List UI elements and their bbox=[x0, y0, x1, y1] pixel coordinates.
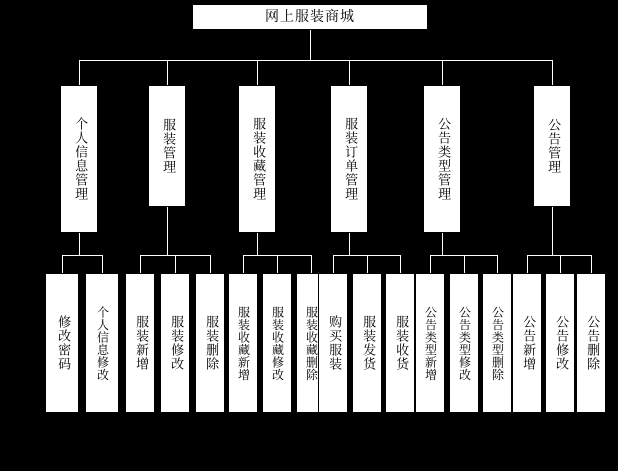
level2-drop bbox=[527, 255, 528, 273]
level2-node-6[interactable]: 服装收藏修改 bbox=[262, 273, 292, 413]
level1-node-1[interactable]: 服装管理 bbox=[148, 85, 186, 207]
level2-drop bbox=[175, 255, 176, 273]
level2-drop bbox=[311, 255, 312, 273]
level2-node-0[interactable]: 修改密码 bbox=[45, 273, 79, 413]
level2-drop bbox=[210, 255, 211, 273]
root-stem bbox=[310, 30, 311, 60]
level1-stem-0 bbox=[79, 233, 80, 255]
level2-node-11[interactable]: 公告类型新增 bbox=[415, 273, 445, 413]
level2-node-14[interactable]: 公告新增 bbox=[512, 273, 542, 413]
level1-node-0[interactable]: 个人信息管理 bbox=[60, 85, 98, 233]
level2-drop bbox=[497, 255, 498, 273]
level1-drop bbox=[79, 60, 80, 85]
level2-node-8[interactable]: 购买服装 bbox=[318, 273, 348, 413]
level2-bus-5 bbox=[527, 255, 591, 256]
level2-node-12[interactable]: 公告类型修改 bbox=[449, 273, 479, 413]
level2-node-9[interactable]: 服装发货 bbox=[352, 273, 382, 413]
level2-drop bbox=[243, 255, 244, 273]
level2-drop bbox=[333, 255, 334, 273]
level1-node-2[interactable]: 服装收藏管理 bbox=[238, 85, 276, 233]
level1-stem-2 bbox=[257, 233, 258, 255]
level1-node-3[interactable]: 服装订单管理 bbox=[330, 85, 368, 233]
level1-drop bbox=[257, 60, 258, 85]
level2-node-4[interactable]: 服装删除 bbox=[195, 273, 225, 413]
level2-drop bbox=[560, 255, 561, 273]
level1-stem-1 bbox=[167, 207, 168, 255]
level1-node-5[interactable]: 公告管理 bbox=[533, 85, 571, 207]
level1-drop bbox=[552, 60, 553, 85]
level2-drop bbox=[464, 255, 465, 273]
level2-node-13[interactable]: 公告类型删除 bbox=[482, 273, 512, 413]
level2-drop bbox=[400, 255, 401, 273]
level2-node-7[interactable]: 服装收藏删除 bbox=[296, 273, 326, 413]
level2-drop bbox=[62, 255, 63, 273]
level2-node-16[interactable]: 公告删除 bbox=[576, 273, 606, 413]
level1-stem-4 bbox=[442, 233, 443, 255]
level1-stem-3 bbox=[349, 233, 350, 255]
level2-drop bbox=[277, 255, 278, 273]
level1-bus bbox=[79, 60, 552, 61]
level1-drop bbox=[349, 60, 350, 85]
level1-stem-5 bbox=[552, 207, 553, 255]
root-node: 网上服装商城 bbox=[192, 4, 428, 30]
level2-node-15[interactable]: 公告修改 bbox=[545, 273, 575, 413]
level2-bus-0 bbox=[62, 255, 102, 256]
level1-node-4[interactable]: 公告类型管理 bbox=[423, 85, 461, 233]
level2-drop bbox=[430, 255, 431, 273]
level2-node-5[interactable]: 服装收藏新增 bbox=[228, 273, 258, 413]
level1-drop bbox=[167, 60, 168, 85]
level2-drop bbox=[140, 255, 141, 273]
level1-drop bbox=[442, 60, 443, 85]
level2-node-2[interactable]: 服装新增 bbox=[125, 273, 155, 413]
level2-node-10[interactable]: 服装收货 bbox=[385, 273, 415, 413]
level2-drop bbox=[367, 255, 368, 273]
level2-drop bbox=[591, 255, 592, 273]
level2-node-3[interactable]: 服装修改 bbox=[160, 273, 190, 413]
level2-node-1[interactable]: 个人信息修改 bbox=[85, 273, 119, 413]
level2-drop bbox=[102, 255, 103, 273]
